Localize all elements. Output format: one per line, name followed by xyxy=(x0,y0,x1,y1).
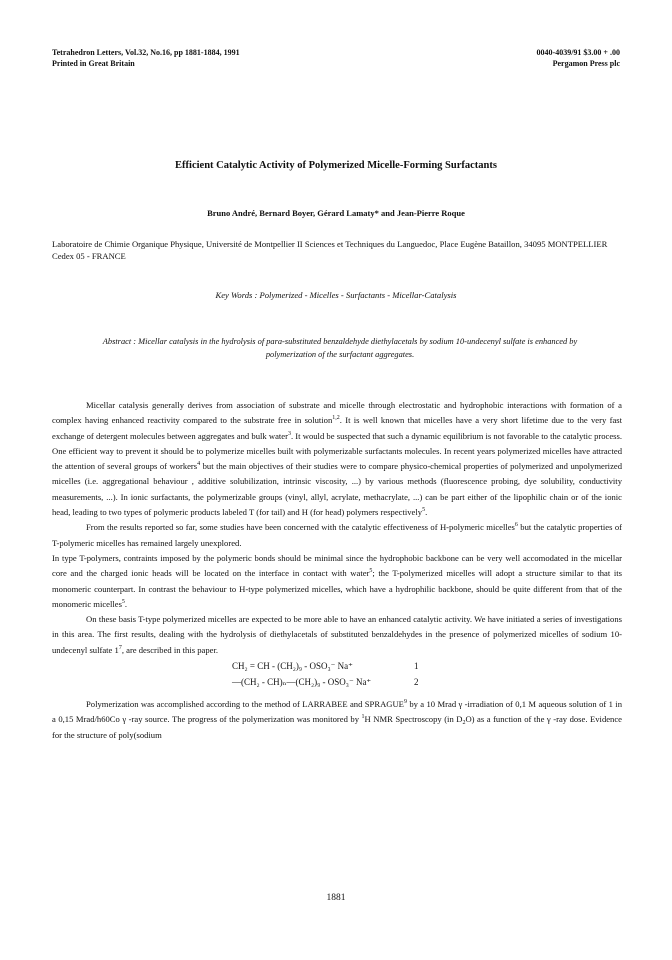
journal-citation: Tetrahedron Letters, Vol.32, No.16, pp 1881-1884, 1991 xyxy=(52,48,240,57)
publisher-name: Pergamon Press plc xyxy=(552,59,620,68)
page-number: 1881 xyxy=(326,893,346,903)
reference-superscript: 6 xyxy=(514,522,518,529)
paper-title: Efficient Catalytic Activity of Polymerized Micelle-Forming Surfactants xyxy=(175,160,497,171)
formula-number: 1 xyxy=(414,661,419,672)
reference-superscript: 3 xyxy=(287,430,291,437)
text-span: In type T-polymers, contraints imposed by the polymeric bonds should be minimal since the hydrophobic backbone can be very well accomodated in the micellar core and the charged ionic heads will be located on the interface in contact with water xyxy=(52,552,622,579)
publisher-header xyxy=(537,47,620,69)
formula-monomer xyxy=(52,659,622,675)
paragraph-1 xyxy=(52,398,622,520)
paragraph-5 xyxy=(52,697,622,743)
body-text xyxy=(52,398,622,743)
formula-number: 2 xyxy=(414,677,419,688)
text-span: Polymerization was accomplished according to the method of LARRABEE and SPRAGUE xyxy=(86,699,404,710)
text-span: . It would be suspected that such a dynamic equilibrium is not favorable to the catalytic process. One efficient way to prevent it should be to polymerize micelles built with polymerizable surfactants molecules. In recent years polymerized micelles have attracted the attention of several groups of workers xyxy=(52,430,622,472)
reference-superscript: 5 xyxy=(422,507,426,514)
text-span: O) as a function of the γ -ray dose. Evidence for the structure of poly(sodium xyxy=(52,714,622,740)
authors: Bruno André, Bernard Boyer, Gérard Lamaty* and Jean-Pierre Roque xyxy=(207,208,465,218)
reference-superscript: 5 xyxy=(369,568,373,575)
text-span: Micellar catalysis generally derives from association of substrate and micelle through electrostatic and hydrophobic interactions with formation of a complex having enhanced reactivity compared to the substrate free in solution xyxy=(52,400,622,426)
chemical-formulas xyxy=(52,659,622,691)
isotope-superscript: 1 xyxy=(361,714,365,721)
reference-superscript: 1,2 xyxy=(332,415,340,422)
journal-header xyxy=(52,47,240,69)
text-span: . It is well known that micelles have a very short lifetime due to the very fast exchange of detergent molecules between aggregates and bulk water xyxy=(52,415,622,441)
reference-superscript: 5 xyxy=(121,598,125,605)
reference-superscript: 7 xyxy=(118,644,122,651)
text-span: but the catalytic properties of T-polymeric micelles has remained largely unexplored. xyxy=(52,522,622,548)
text-span: by a 10 Mrad γ -irradiation of 0,1 M aqueous solution of 1 in a 0,15 Mrad/h60Co γ -ray source. The progress of the polymerization was monitored by xyxy=(52,699,622,725)
paragraph-2 xyxy=(52,520,622,551)
formula-text: CH₂ = CH - (CH₂)₉ - OSO₃⁻ Na⁺ xyxy=(232,661,353,672)
paragraph-4 xyxy=(52,612,622,658)
printed-location: Printed in Great Britain xyxy=(52,59,135,68)
text-span: ; the T-polymerized micelles will adopt a structure similar to that its monomeric counterpart. In contrast the behaviour to H-type polymerized micelles, which have a hydrophilic backbone, should be quite different from that of the monomeric micelles xyxy=(52,568,622,609)
reference-superscript: 4 xyxy=(197,461,201,468)
formula-polymer xyxy=(52,675,622,691)
issn-price: 0040-4039/91 $3.00 + .00 xyxy=(536,48,620,57)
text-span: . xyxy=(425,507,428,518)
subscript: 2 xyxy=(462,720,466,727)
text-span: On these basis T-type polymerized micelles are expected to be more able to have an enhanced catalytic activity. We have initiated a series of investigations in this area. The first results, dealing with the hydrolysis of diethylacetals of substituted benzaldehydes in the presence of polymerized micelles of sodium 10-undecenyl sulfate 1 xyxy=(52,614,622,655)
text-span: but the main objectives of their studies were to compare physico-chemical properties of polymerized and unpolymerized micelles (i.e. aggregational behaviour , additive solubilization, intrinsic viscosity, ...) by various methods (fluorescence probing, dye solubility, conductivity measurements, ...). In ionic surfactants, the polymerizable groups (vinyl, allyl, acrylate, methacrylate, ...) can be part either of the lipophilic chain or of the ionic head, leading to two types of polymeric products labeled T (for tail) and H (for head) polymers respectively xyxy=(52,461,622,518)
text-span: From the results reported so far, some studies have been concerned with the catalytic effectiveness of H-polymeric micelles xyxy=(86,522,515,533)
reference-superscript: 9 xyxy=(403,699,407,706)
formula-text: —(CH₂ - CH)ₙ—(CH₂)₉ - OSO₃⁻ Na⁺ xyxy=(232,677,372,688)
affiliation: Laboratoire de Chimie Organique Physique, Université de Montpellier II Sciences et Techniques du Languedoc, Place Eugène Bataillon, 34095 MONTPELLIER Cedex 05 - FRANCE xyxy=(52,239,608,261)
keywords: Key Words : Polymerized - Micelles - Surfactants - Micellar-Catalysis xyxy=(215,290,457,300)
text-span: H NMR Spectroscopy (in D xyxy=(364,714,463,725)
text-span: . xyxy=(124,598,128,609)
abstract: Abstract : Micellar catalysis in the hydrolysis of para-substituted benzaldehyde diethylacetals by sodium 10-undecenyl sulfate is enhanced by polymerization of the surfactant aggregates. xyxy=(102,337,578,359)
text-span: , are described in this paper. xyxy=(121,644,218,655)
paragraph-3 xyxy=(52,551,622,612)
